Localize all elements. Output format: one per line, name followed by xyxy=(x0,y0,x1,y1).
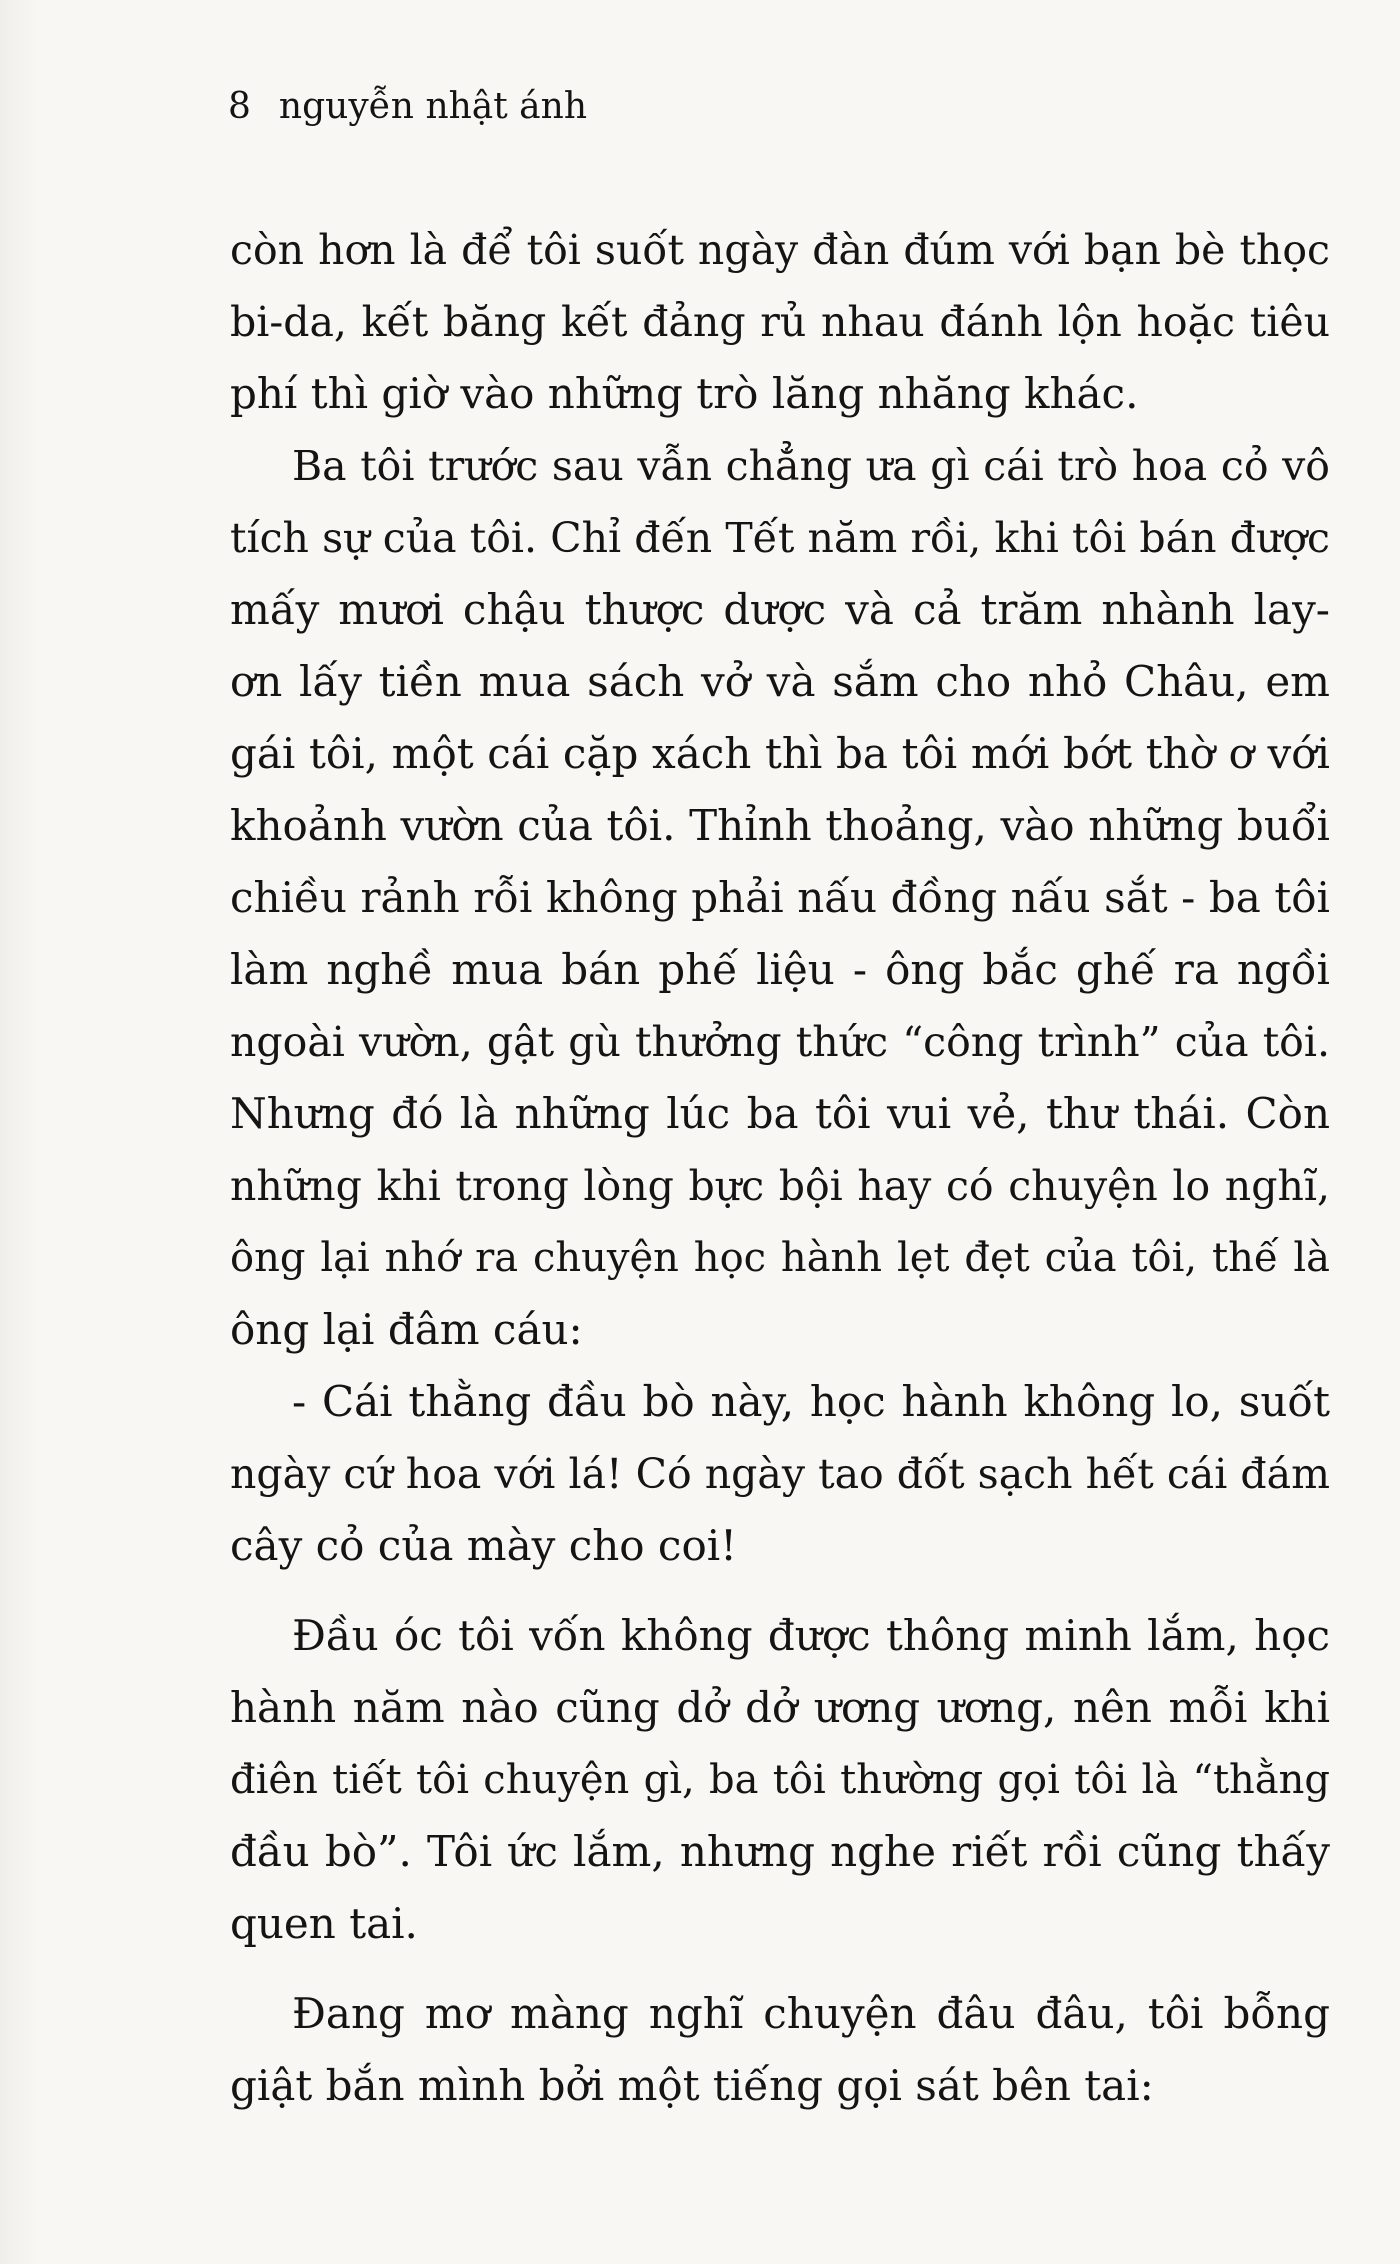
text-line: - Cái thằng đầu bò này, học hành không lo, suốt xyxy=(292,1377,1330,1426)
text-line: cây cỏ của mày cho coi! xyxy=(230,1521,738,1570)
page-number: 8 xyxy=(228,86,251,127)
text-line: phí thì giờ vào những trò lăng nhăng khác. xyxy=(230,369,1139,418)
text-line: Đầu óc tôi vốn không được thông minh lắm, học xyxy=(292,1611,1330,1660)
body-text xyxy=(230,214,1330,2122)
text-line: chiều rảnh rỗi không phải nấu đồng nấu sắt - ba tôi xyxy=(230,873,1330,922)
text-line: ngoài vườn, gật gù thưởng thức “công trình” của tôi. xyxy=(230,1018,1330,1066)
author-name: nguyễn nhật ánh xyxy=(278,86,588,127)
text-line: làm nghề mua bán phế liệu - ông bắc ghế ra ngồi xyxy=(230,945,1330,994)
text-line: Ba tôi trước sau vẫn chẳng ưa gì cái trò hoa cỏ vô xyxy=(292,442,1330,490)
text-line: điên tiết tôi chuyện gì, ba tôi thường gọi tôi là “thằng xyxy=(230,1757,1330,1803)
text-line: Đang mơ màng nghĩ chuyện đâu đâu, tôi bỗng xyxy=(292,1989,1330,2038)
text-line: còn hơn là để tôi suốt ngày đàn đúm với bạn bè thọc xyxy=(230,226,1330,274)
running-header xyxy=(228,82,587,132)
text-line: hành năm nào cũng dở dở ương ương, nên mỗi khi xyxy=(230,1683,1330,1732)
text-line: gái tôi, một cái cặp xách thì ba tôi mới bớt thờ ơ với xyxy=(230,729,1330,778)
text-line: khoảnh vườn của tôi. Thỉnh thoảng, vào những buổi xyxy=(230,801,1330,850)
text-line: bi-da, kết băng kết đảng rủ nhau đánh lộn hoặc tiêu xyxy=(230,298,1330,346)
text-line: mấy mươi chậu thược dược và cả trăm nhành lay- xyxy=(230,585,1330,634)
text-line: giật bắn mình bởi một tiếng gọi sát bên tai: xyxy=(230,2061,1154,2110)
text-line: Nhưng đó là những lúc ba tôi vui vẻ, thư thái. Còn xyxy=(230,1089,1330,1138)
text-line: ông lại nhớ ra chuyện học hành lẹt đẹt của tôi, thế là xyxy=(230,1235,1330,1281)
text-line: ngày cứ hoa với lá! Có ngày tao đốt sạch hết cái đám xyxy=(230,1450,1330,1498)
text-line: đầu bò”. Tôi ức lắm, nhưng nghe riết rồi cũng thấy xyxy=(230,1827,1330,1876)
text-line: tích sự của tôi. Chỉ đến Tết năm rồi, khi tôi bán được xyxy=(230,514,1330,562)
text-line: quen tai. xyxy=(230,1899,418,1948)
text-line: ơn lấy tiền mua sách vở và sắm cho nhỏ Châu, em xyxy=(230,657,1330,706)
text-line: ông lại đâm cáu: xyxy=(230,1305,583,1354)
text-line: những khi trong lòng bực bội hay có chuyện lo nghĩ, xyxy=(230,1162,1330,1210)
